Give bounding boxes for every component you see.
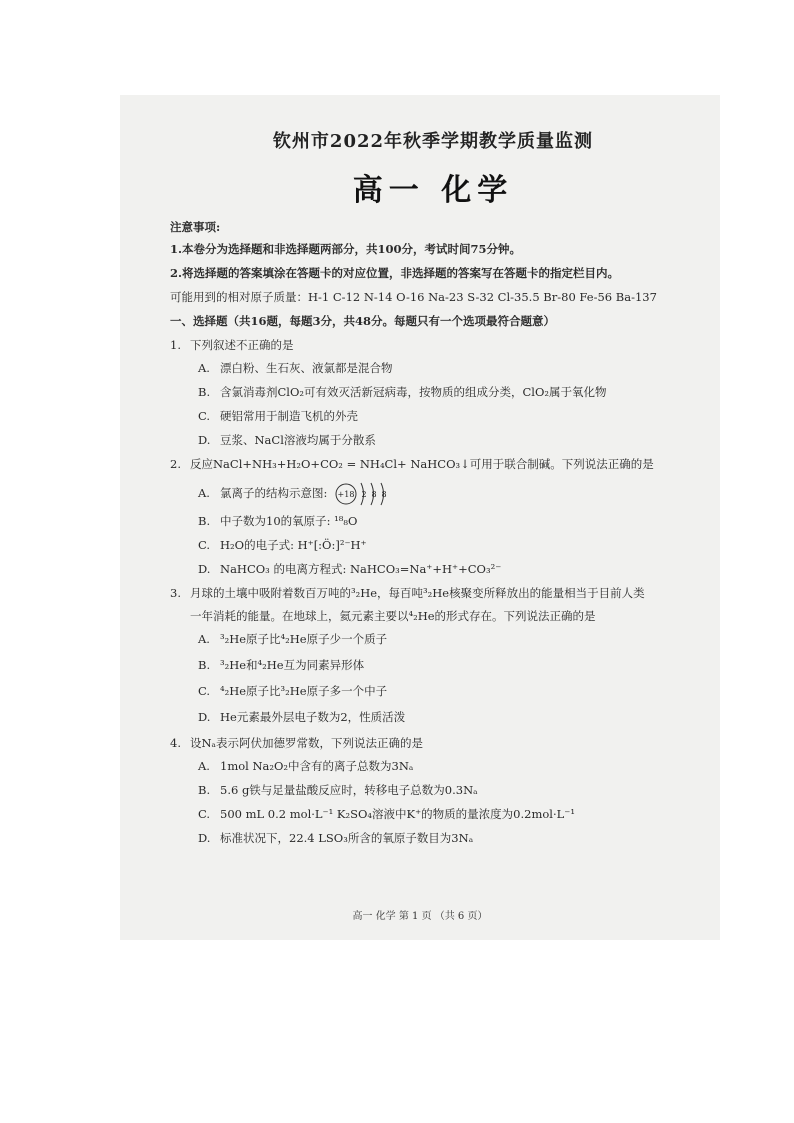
option-4c <box>198 807 696 822</box>
chloride-ion-structure-diagram <box>335 480 395 508</box>
option-key: D. <box>198 562 211 576</box>
option-key: D. <box>198 433 211 447</box>
option-text: 漂白粉、生石灰、液氯都是混合物 <box>220 361 393 375</box>
exam-title: 高一 化学 <box>352 173 514 208</box>
exam-page <box>120 95 720 940</box>
option-key: B. <box>198 783 211 797</box>
option-text: 1mol Na₂O₂中含有的离子总数为3Nₐ <box>220 759 414 773</box>
option-text: 硬铝常用于制造飞机的外壳 <box>220 409 358 423</box>
question-stem: 下列叙述不正确的是 <box>190 338 294 352</box>
question-3 <box>170 586 696 725</box>
question-number: 2. <box>170 457 181 471</box>
option-4d <box>198 831 696 846</box>
option-text: 5.6 g铁与足量盐酸反应时，转移电子总数为0.3Nₐ <box>220 783 478 797</box>
notice-heading: 注意事项: <box>170 220 221 234</box>
option-key: B. <box>198 514 211 528</box>
question-stem: 设Nₐ表示阿伏加德罗常数，下列说法正确的是 <box>190 736 423 750</box>
notice-item-2: 2.将选择题的答案填涂在答题卡的对应位置，非选择题的答案写在答题卡的指定栏目内。 <box>170 266 620 280</box>
question-number: 3. <box>170 586 181 600</box>
option-3a <box>198 632 696 647</box>
option-3b <box>198 658 696 673</box>
page-footer: 高一 化学 第 1 页 （共 6 页） <box>352 911 488 922</box>
option-2a <box>198 480 696 508</box>
option-key: C. <box>198 807 211 821</box>
option-key: A. <box>198 632 210 646</box>
option-key: C. <box>198 684 211 698</box>
option-text: ³₂He和⁴₂He互为同素异形体 <box>220 658 365 672</box>
option-text: He元素最外层电子数为2，性质活泼 <box>220 710 406 724</box>
option-4a <box>198 759 696 774</box>
option-4b <box>198 783 696 798</box>
option-text: ³₂He原子比⁴₂He原子少一个质子 <box>220 632 388 646</box>
option-2c <box>198 538 696 553</box>
option-text: 豆浆、NaCl溶液均属于分散系 <box>220 433 376 447</box>
shell-2-electrons: 8 <box>371 490 377 499</box>
option-1c <box>198 409 696 424</box>
option-key: C. <box>198 409 211 423</box>
option-text: 氯离子的结构示意图: <box>220 486 328 500</box>
option-key: A. <box>198 486 210 500</box>
notice-item-1: 1.本卷分为选择题和非选择题两部分，共100分，考试时间75分钟。 <box>170 242 522 256</box>
section-title: 一、选择题（共16题，每题3分，共48分。每题只有一个选项最符合题意） <box>170 314 556 328</box>
question-stem-continued: 一年消耗的能量。在地球上，氦元素主要以⁴₂He的形式存在。下列说法正确的是 <box>190 609 596 623</box>
option-1d <box>198 433 696 448</box>
option-3c <box>198 684 696 699</box>
option-key: A. <box>198 361 210 375</box>
option-text: 500 mL 0.2 mol·L⁻¹ K₂SO₄溶液中K⁺的物质的量浓度为0.2mol·L⁻¹ <box>220 807 575 821</box>
option-key: C. <box>198 538 211 552</box>
option-text: 标准状况下，22.4 LSO₃所含的氧原子数目为3Nₐ <box>220 831 474 845</box>
option-text: ⁴₂He原子比³₂He原子多一个中子 <box>220 684 388 698</box>
option-text: NaHCO₃ 的电离方程式: NaHCO₃=Na⁺+H⁺+CO₃²⁻ <box>220 562 502 576</box>
atomic-masses: 可能用到的相对原子质量：H-1 C-12 N-14 O-16 Na-23 S-32 Cl-35.5 Br-80 Fe-56 Ba-137 <box>170 290 657 304</box>
option-text: H₂O的电子式: H⁺[:Ö:]²⁻H⁺ <box>220 538 367 552</box>
question-stem: 反应NaCl+NH₃+H₂O+CO₂ = NH₄Cl+ NaHCO₃↓可用于联合制碱。下列说法正确的是 <box>190 457 654 471</box>
question-4 <box>170 736 696 846</box>
option-key: B. <box>198 658 211 672</box>
option-text: 含氯消毒剂ClO₂可有效灭活新冠病毒，按物质的组成分类，ClO₂属于氧化物 <box>220 385 607 399</box>
question-stem: 月球的土壤中吸附着数百万吨的³₂He，每百吨³₂He核聚变所释放出的能量相当于目前人类 <box>190 586 645 600</box>
option-2b <box>198 514 696 529</box>
question-number: 1. <box>170 338 181 352</box>
question-1 <box>170 338 696 448</box>
question-2 <box>170 457 696 577</box>
option-3d <box>198 710 696 725</box>
nucleus-charge: +18 <box>337 490 355 499</box>
option-1a <box>198 361 696 376</box>
option-text: 中子数为10的氧原子: ¹⁸₈O <box>220 514 358 528</box>
option-1b <box>198 385 696 400</box>
option-key: A. <box>198 759 210 773</box>
option-key: B. <box>198 385 211 399</box>
option-key: D. <box>198 710 211 724</box>
question-number: 4. <box>170 736 181 750</box>
shell-1-electrons: 2 <box>361 490 367 499</box>
shell-3-electrons: 8 <box>381 490 387 499</box>
option-key: D. <box>198 831 211 845</box>
option-2d <box>198 562 696 577</box>
exam-subtitle: 钦州市2022年秋季学期教学质量监测 <box>272 131 594 152</box>
